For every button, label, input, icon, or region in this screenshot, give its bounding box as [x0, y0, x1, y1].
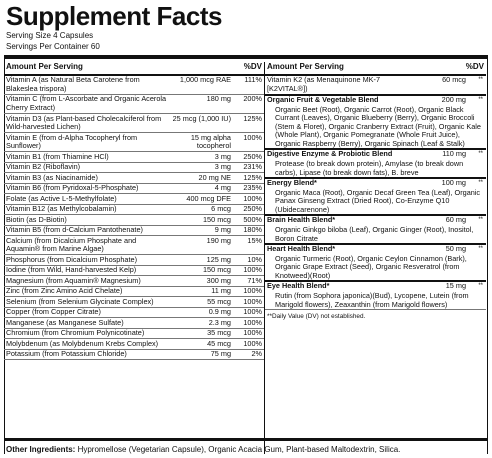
- nutrient-amount: 20 mg NE: [170, 173, 232, 183]
- nutrient-row: [4, 349, 264, 359]
- blend-row: [265, 245, 486, 282]
- nutrient-name: Phosphorus (from Dicalcium Phosphate): [4, 255, 170, 265]
- nutrient-amount: 55 mcg: [170, 297, 232, 307]
- nutrient-row: [4, 194, 264, 204]
- blend-header: [265, 76, 486, 94]
- nutrient-dv: 235%: [232, 183, 264, 193]
- nutrient-row: [4, 95, 264, 114]
- nutrient-dv: 100%: [232, 133, 264, 152]
- nutrient-row: [4, 297, 264, 307]
- nutrient-row: [4, 162, 264, 172]
- blend-dv: **: [478, 97, 483, 103]
- nutrient-dv: 2%: [232, 349, 264, 359]
- blend-header: [265, 96, 486, 106]
- nutrient-dv: 100%: [232, 194, 264, 204]
- blend-name: Brain Health Blend*: [267, 215, 336, 225]
- blend-amount: 200 mg: [441, 95, 466, 104]
- blend-header: [265, 216, 486, 226]
- blend-amount: 15 mg: [445, 281, 466, 291]
- nutrient-name: Vitamin B1 (from Thiamine HCl): [4, 152, 170, 162]
- blend-amount: 100 mg: [441, 178, 466, 188]
- nutrient-dv: 100%: [232, 328, 264, 338]
- nutrient-dv: 100%: [232, 297, 264, 307]
- left-header: [4, 62, 264, 74]
- blend-dv: **: [478, 217, 483, 224]
- nutrient-amount: 3 mg: [170, 162, 232, 172]
- nutrient-dv: 125%: [232, 173, 264, 183]
- nutrient-dv: 200%: [232, 95, 264, 114]
- nutrient-row: [4, 255, 264, 265]
- nutrient-row: [4, 114, 264, 133]
- nutrient-amount: 0.9 mg: [170, 307, 232, 317]
- blend-header: [265, 282, 486, 292]
- nutrient-row: [4, 339, 264, 349]
- blend-name: Digestive Enzyme & Probiotic Blend: [267, 149, 393, 159]
- nutrient-row: [4, 133, 264, 152]
- blend-row: [265, 282, 486, 310]
- nutrient-amount: 180 mg: [170, 95, 232, 114]
- blend-row: [265, 76, 486, 96]
- nutrient-dv: 500%: [232, 215, 264, 225]
- left-header-label: Amount Per Serving: [6, 62, 83, 71]
- right-header: [265, 62, 486, 74]
- nutrient-amount: 1,000 mcg RAE: [170, 76, 232, 95]
- nutrient-dv: 180%: [232, 225, 264, 235]
- nutrient-dv: 111%: [232, 76, 264, 95]
- blend-dv: **: [478, 77, 483, 83]
- other-ingredients-text: Hypromellose (Vegetarian Capsule), Organic Acacia Gum, Plant-based Maltodextrin, Silica.: [77, 445, 401, 454]
- nutrient-name: Selenium (from Selenium Glycinate Complex): [4, 297, 170, 307]
- nutrient-name: Magnesium (from Aquamin® Magnesium): [4, 276, 170, 286]
- blend-row: [265, 150, 486, 179]
- blend-name: Eye Health Blend*: [267, 281, 330, 291]
- blend-name: Energy Blend*: [267, 178, 317, 188]
- blend-dv: **: [478, 246, 483, 253]
- nutrient-name: Vitamin B12 (as Methylcobalamin): [4, 204, 170, 214]
- nutrient-amount: 125 mg: [170, 255, 232, 265]
- nutrient-name: Molybdenum (as Molybdenum Krebs Complex): [4, 339, 170, 349]
- left-column: [4, 62, 264, 360]
- blend-header: [265, 245, 486, 255]
- blend-ingredients: Protease (to break down protein), Amylase (to break down carbs), Lipase (to break down fats), B. breve: [275, 158, 464, 177]
- nutrient-dv: 100%: [232, 307, 264, 317]
- nutrient-name: Vitamin D3 (as Plant-based Cholecalciferol from Wild-harvested Lichen): [4, 114, 170, 133]
- nutrient-name: Biotin (as D-Biotin): [4, 215, 170, 225]
- nutrient-row: [4, 307, 264, 317]
- blend-ingredients: Organic Ginkgo biloba (Leaf), Organic Ginger (Root), Inositol, Boron Citrate: [275, 224, 474, 243]
- nutrient-amount: 150 mcg: [170, 215, 232, 225]
- right-header-dv: %DV: [465, 62, 484, 71]
- blend-row: [265, 179, 486, 216]
- nutrient-dv: 250%: [232, 152, 264, 162]
- blend-list: [265, 76, 486, 310]
- nutrient-row: [4, 204, 264, 214]
- bottom-rule: [4, 438, 488, 441]
- nutrient-name: Vitamin C (from L-Ascorbate and Organic Acerola Cherry Extract): [4, 95, 170, 114]
- nutrient-row: [4, 225, 264, 235]
- left-header-dv: %DV: [243, 62, 262, 71]
- nutrient-name: Copper (from Copper Citrate): [4, 307, 170, 317]
- nutrient-name: Vitamin B6 (from Pyridoxal-5-Phosphate): [4, 183, 170, 193]
- nutrient-row: [4, 276, 264, 286]
- nutrient-amount: 35 mcg: [170, 328, 232, 338]
- other-ingredients: [6, 445, 400, 455]
- nutrient-amount: 190 mg: [170, 236, 232, 255]
- nutrient-name: Vitamin B2 (Riboflavin): [4, 162, 170, 172]
- nutrient-row: [4, 76, 264, 95]
- right-column: [265, 62, 486, 323]
- blend-amount: 110 mg: [442, 149, 466, 159]
- nutrient-name: Vitamin A (as Natural Beta Carotene from Blakeslea trispora): [4, 76, 170, 95]
- nutrient-name: Manganese (as Manganese Sulfate): [4, 318, 170, 328]
- blend-ingredients: Rutin (from Sophora japonica)(Bud), Lycopene, Lutein (from Marigold flowers), Zeaxanthin (from Marigold flowers): [275, 290, 469, 309]
- nutrient-amount: 4 mg: [170, 183, 232, 193]
- nutrient-dv: 100%: [232, 286, 264, 296]
- nutrient-row: [4, 286, 264, 296]
- nutrient-dv: 125%: [232, 114, 264, 133]
- nutrient-name: Potassium (from Potassium Chloride): [4, 349, 170, 359]
- nutrient-dv: 71%: [232, 276, 264, 286]
- nutrient-amount: 45 mcg: [170, 339, 232, 349]
- page-title: Supplement Facts: [6, 1, 222, 31]
- nutrient-amount: 3 mg: [170, 152, 232, 162]
- blend-amount: 60 mcg: [442, 75, 466, 84]
- nutrient-amount: 2.3 mg: [170, 318, 232, 328]
- nutrient-amount: 11 mg: [170, 286, 232, 296]
- nutrient-dv: 231%: [232, 162, 264, 172]
- nutrient-dv: 250%: [232, 204, 264, 214]
- nutrient-name: Vitamin B3 (as Niacinamide): [4, 173, 170, 183]
- blend-name: Organic Fruit & Vegetable Blend: [267, 95, 379, 104]
- nutrient-name: Calcium (from Dicalcium Phosphate and Aquamin® from Marine Algae): [4, 236, 170, 255]
- nutrient-name: Vitamin B5 (from d-Calcium Pantothenate): [4, 225, 170, 235]
- nutrient-row: [4, 215, 264, 225]
- blend-amount: 60 mg: [445, 215, 466, 225]
- blend-header: [265, 179, 486, 189]
- nutrient-dv: 100%: [232, 339, 264, 349]
- nutrient-name: Folate (as Active L-5-Methylfolate): [4, 194, 170, 204]
- nutrient-name: Vitamin E (from d-Alpha Tocopheryl from Sunflower): [4, 133, 170, 152]
- nutrient-amount: 6 mcg: [170, 204, 232, 214]
- blend-ingredients: Organic Beet (Root), Organic Carrot (Root), Organic Black Currant (Leaves), Organic Blueberry (Berry), Organic Broccoli (Stem & Floret), Organic Cranberry Extract (Fruit), Organic Kale (Whole Plant), Organic Pomegranate (Whole Fruit Juice), Organic Raspberry (Berry), Organic Spinach (Leaf & Stalk): [275, 104, 481, 148]
- blend-dv: **: [478, 151, 483, 158]
- footnote: **Daily Value (DV) not established.: [267, 313, 366, 321]
- blend-name: Heart Health Blend*: [267, 244, 336, 254]
- nutrient-amount: 9 mg: [170, 225, 232, 235]
- nutrient-amount: 400 mcg DFE: [170, 194, 232, 204]
- nutrient-name: Iodine (from Wild, Hand-harvested Kelp): [4, 265, 170, 275]
- nutrient-table: [4, 76, 264, 360]
- nutrient-row: [4, 236, 264, 255]
- blend-dv: **: [478, 283, 483, 290]
- blend-name: Vitamin K2 (as Menaquinone MK-7 [K2VITAL®]): [267, 75, 381, 93]
- blend-header: [265, 150, 486, 160]
- nutrient-row: [4, 328, 264, 338]
- nutrient-name: Chromium (from Chromium Polynicotinate): [4, 328, 170, 338]
- nutrient-dv: 10%: [232, 255, 264, 265]
- nutrient-name: Zinc (from Zinc Amino Acid Chelate): [4, 286, 170, 296]
- blend-amount: 50 mg: [445, 244, 466, 254]
- nutrient-dv: 15%: [232, 236, 264, 255]
- nutrient-dv: 100%: [232, 318, 264, 328]
- blend-row: [265, 216, 486, 245]
- servings-per-container: Servings Per Container 60: [6, 42, 100, 51]
- nutrient-amount: 75 mg: [170, 349, 232, 359]
- blend-ingredients: Organic Turmeric (Root), Organic Ceylon Cinnamon (Bark), Organic Grape Extract (Seed), Organic Resveratrol (from Knotweed)(Root): [275, 253, 467, 280]
- nutrient-row: [4, 183, 264, 193]
- nutrient-dv: 100%: [232, 265, 264, 275]
- blend-dv: **: [478, 180, 483, 187]
- nutrient-row: [4, 152, 264, 162]
- nutrient-row: [4, 173, 264, 183]
- nutrient-amount: 15 mg alpha tocopherol: [170, 133, 232, 152]
- nutrient-amount: 150 mcg: [170, 265, 232, 275]
- nutrient-row: [4, 318, 264, 328]
- blend-row: [265, 96, 486, 150]
- right-header-label: Amount Per Serving: [267, 62, 344, 71]
- other-ingredients-label: Other Ingredients:: [6, 445, 76, 454]
- nutrient-amount: 300 mg: [170, 276, 232, 286]
- nutrient-row: [4, 265, 264, 275]
- serving-size: Serving Size 4 Capsules: [6, 31, 94, 40]
- blend-ingredients: Organic Maca (Root), Organic Decaf Green Tea (Leaf), Organic Panax Ginseng Extract (Dried Root), Co-Enzyme Q10 (Ubidecarenone): [275, 187, 481, 214]
- nutrient-amount: 25 mcg (1,000 IU): [170, 114, 232, 133]
